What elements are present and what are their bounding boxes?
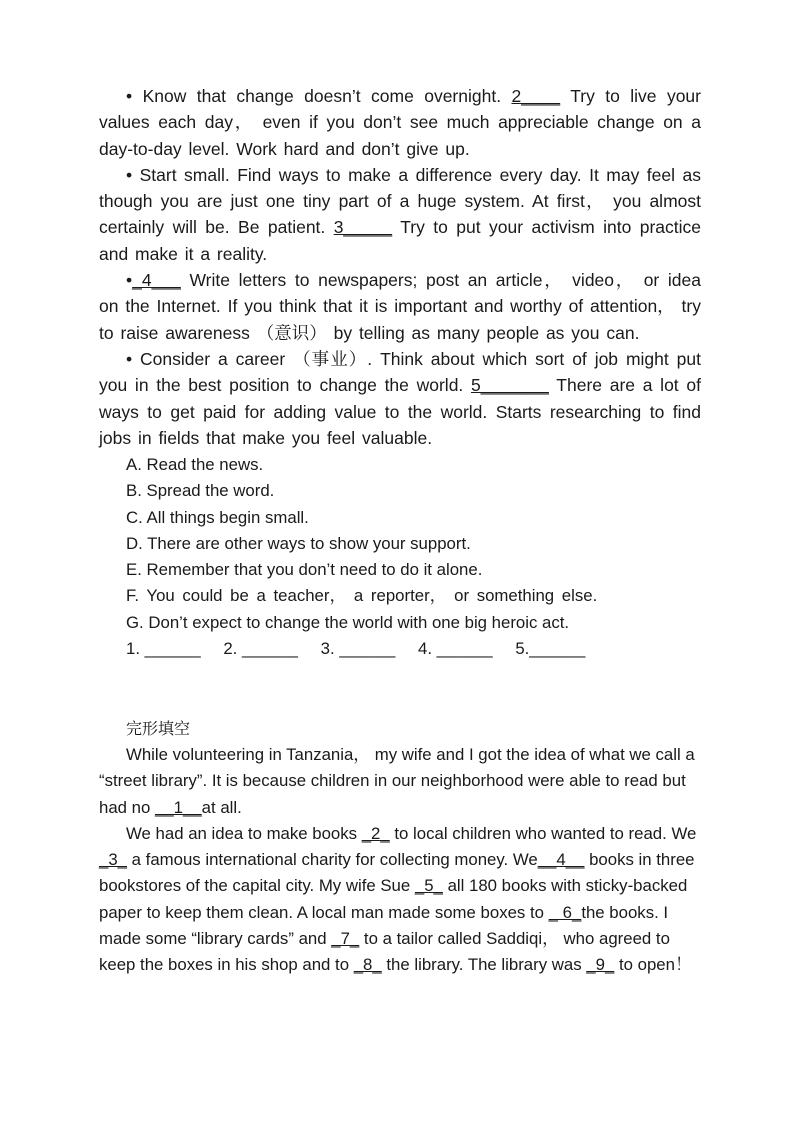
cloze-blank-8[interactable]: _8_ <box>353 955 382 975</box>
cloze-blank-1[interactable]: __1__ <box>155 797 202 817</box>
option-g: G. Don’t expect to change the world with one big heroic act. <box>126 612 570 632</box>
cloze-blank-5[interactable]: _5_ <box>414 876 443 896</box>
bullet: • <box>126 86 133 106</box>
option-d: D. There are other ways to show your support. <box>126 533 471 553</box>
paragraph-text: the library. The library was <box>386 955 582 975</box>
paragraph-text: Start small. Find ways to make a difference every day. It may feel as though you are just one tiny part of a huge system. At first， you almost certainly will be. Be patient. <box>99 164 701 238</box>
paragraph-text: Write letters to newspapers; post an article， video， or idea on the Internet. If you think that it is important and worthy of attention， try to raise awareness （意识） by telling as many people as you can. <box>99 270 701 343</box>
cloze-blank-2[interactable]: _2_ <box>361 823 390 843</box>
cloze-blank-9[interactable]: _9_ <box>586 955 615 975</box>
paragraph-4 <box>99 346 701 451</box>
paragraph-1 <box>99 83 701 162</box>
paragraph-text: to a tailor called Saddiqi， who agreed to keep the boxes in his shop and to <box>99 929 670 975</box>
reading-passage <box>99 83 701 451</box>
bullet: • <box>126 348 133 369</box>
paragraph-text: a famous international charity for collecting money. We <box>131 850 538 870</box>
cloze-passage <box>99 742 704 979</box>
paragraph-text: Try to put your activism into practice and make it a reality. <box>99 217 701 264</box>
bullet: • <box>126 164 133 185</box>
options-list <box>126 452 686 662</box>
cloze-paragraph-1 <box>99 742 704 821</box>
blank-3[interactable]: 3_____ <box>333 217 393 238</box>
paragraph-text: at all. <box>201 797 242 817</box>
cloze-paragraph-2 <box>99 821 704 979</box>
answer-blanks <box>126 636 686 662</box>
paragraph-text: books in three bookstores of the capital city. My wife Sue <box>99 850 695 896</box>
answer-blank-5[interactable]: 5.______ <box>515 639 586 659</box>
paragraph-text: the books. I made some “library cards” and <box>99 902 669 949</box>
option-e: E. Remember that you don’t need to do it alone. <box>126 560 483 580</box>
section-title: 完形填空 <box>126 719 191 738</box>
option-c: C. All things begin small. <box>126 507 309 527</box>
blank-2[interactable]: 2____ <box>511 86 561 106</box>
option-f: F. You could be a teacher， a reporter， or something else. <box>126 586 598 606</box>
cloze-blank-3[interactable]: _3_ <box>99 850 127 870</box>
cloze-blank-4[interactable]: __4__ <box>537 850 585 870</box>
paragraph-text: to open！ <box>618 955 692 975</box>
paragraph-2 <box>99 162 701 267</box>
answer-blank-1[interactable]: 1. ______ <box>126 639 201 659</box>
bullet: • <box>126 270 133 291</box>
paragraph-3 <box>99 267 701 346</box>
paragraph-text: all 180 books with sticky-backed paper to keep them clean. A local man made some boxes to <box>99 876 688 922</box>
paragraph-text: There are a lot of ways to get paid for adding value to the world. Starts researching to find jobs in fields that make you feel valuable. <box>99 375 701 448</box>
paragraph-text: We had an idea to make books <box>126 823 358 843</box>
answer-blank-4[interactable]: 4. ______ <box>417 639 493 659</box>
paragraph-text: to local children who wanted to read. We <box>394 823 697 843</box>
cloze-blank-7[interactable]: _7_ <box>331 929 360 949</box>
paragraph-text: Try to live your values each day， even if you don’t see much appreciable change on a day-to-day level. Work hard and don’t give up. <box>99 86 701 159</box>
paragraph-text: While volunteering in Tanzania， my wife and I got the idea of what we call a “street library”. It is because children in our neighborhood were able to read but had no <box>99 745 695 817</box>
paragraph-text: Consider a career （事业）. Think about which sort of job might put you in the best position to change the world. <box>99 348 701 396</box>
cloze-blank-6[interactable]: _ 6_ <box>548 902 582 922</box>
answer-blank-2[interactable]: 2. ______ <box>223 639 298 659</box>
option-b: B. Spread the word. <box>126 481 275 501</box>
answer-blank-3[interactable]: 3. ______ <box>320 639 396 659</box>
paragraph-text: Know that change doesn’t come overnight. <box>142 86 502 106</box>
option-a: A. Read the news. <box>126 455 264 474</box>
blank-5[interactable]: 5_______ <box>471 375 549 396</box>
blank-4[interactable]: _4___ <box>132 270 181 291</box>
